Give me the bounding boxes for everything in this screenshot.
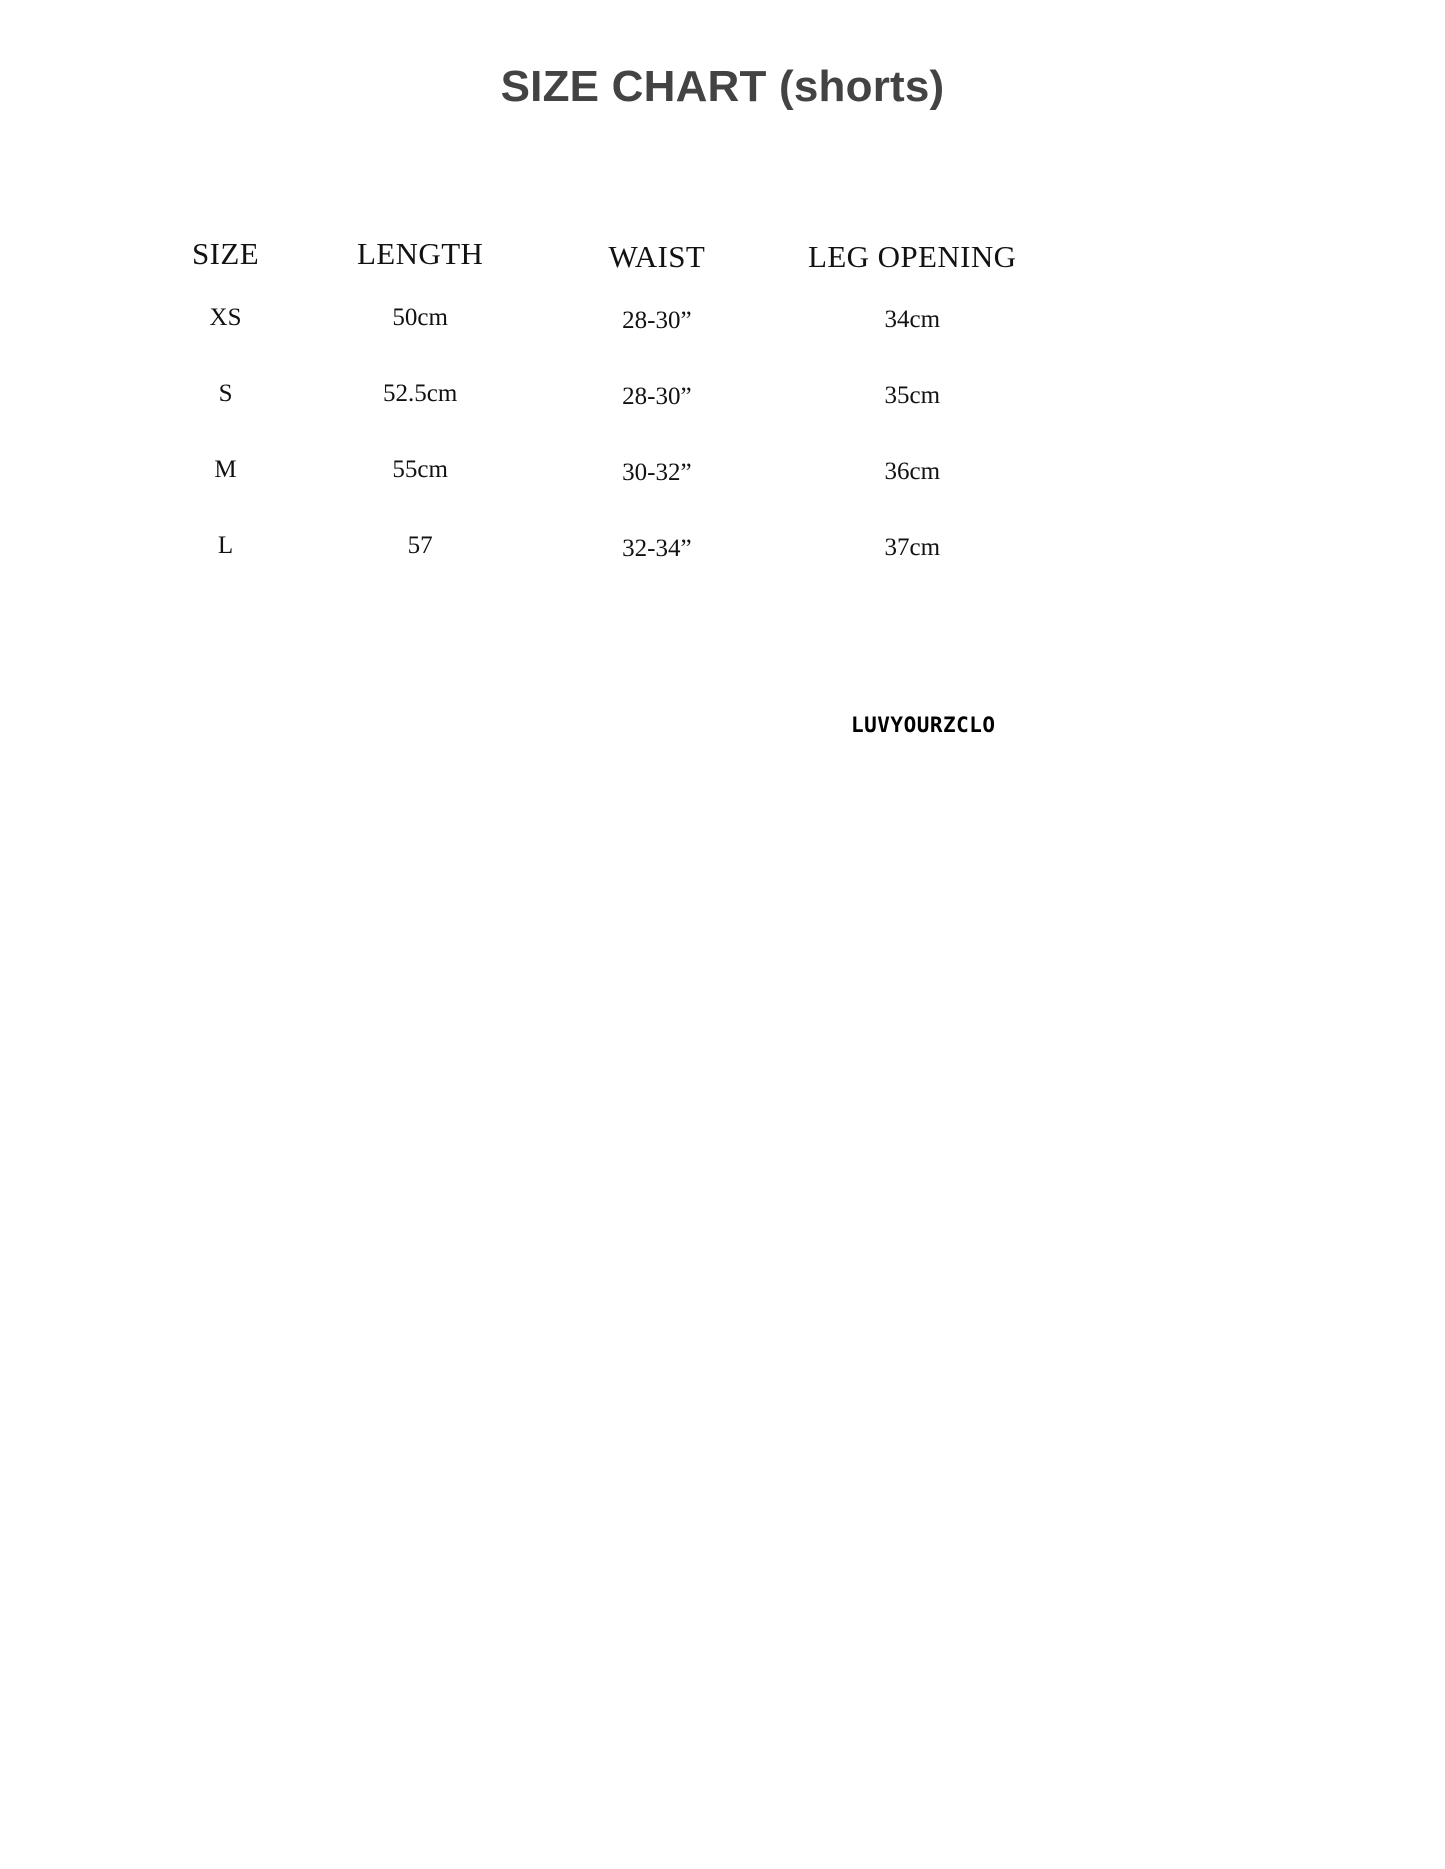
cell-size: S [218, 380, 233, 407]
cell-leg-opening: 36cm [884, 458, 941, 485]
column-header-length: LENGTH [356, 236, 484, 271]
cell-waist: 30-32” [622, 459, 692, 486]
cell-length: 52.5cm [382, 380, 458, 407]
cell-waist: 32-34” [622, 535, 692, 562]
cell-waist: 28-30” [622, 383, 692, 410]
brand-wordmark: LUVYOURZCLO [851, 713, 996, 737]
cell-leg-opening: 34cm [884, 306, 941, 333]
table-row [150, 356, 1050, 432]
cell-leg-opening: 37cm [884, 534, 941, 561]
table-row [150, 280, 1050, 356]
cell-length: 57 [407, 532, 433, 559]
cell-size: M [214, 456, 237, 483]
cell-size: XS [209, 304, 242, 331]
column-header-leg-opening: LEG OPENING [808, 239, 1017, 274]
size-chart-table [150, 228, 1050, 584]
table-header-row [150, 228, 1050, 280]
cell-length: 55cm [392, 456, 448, 483]
page-title: SIZE CHART (shorts) [500, 62, 945, 111]
table-row [150, 432, 1050, 508]
cell-size: L [217, 532, 234, 559]
table-row [150, 508, 1050, 584]
cell-length: 50cm [392, 304, 448, 331]
column-header-waist: WAIST [608, 239, 706, 274]
column-header-size: SIZE [192, 236, 260, 271]
cell-waist: 28-30” [622, 307, 692, 334]
cell-leg-opening: 35cm [884, 382, 941, 409]
